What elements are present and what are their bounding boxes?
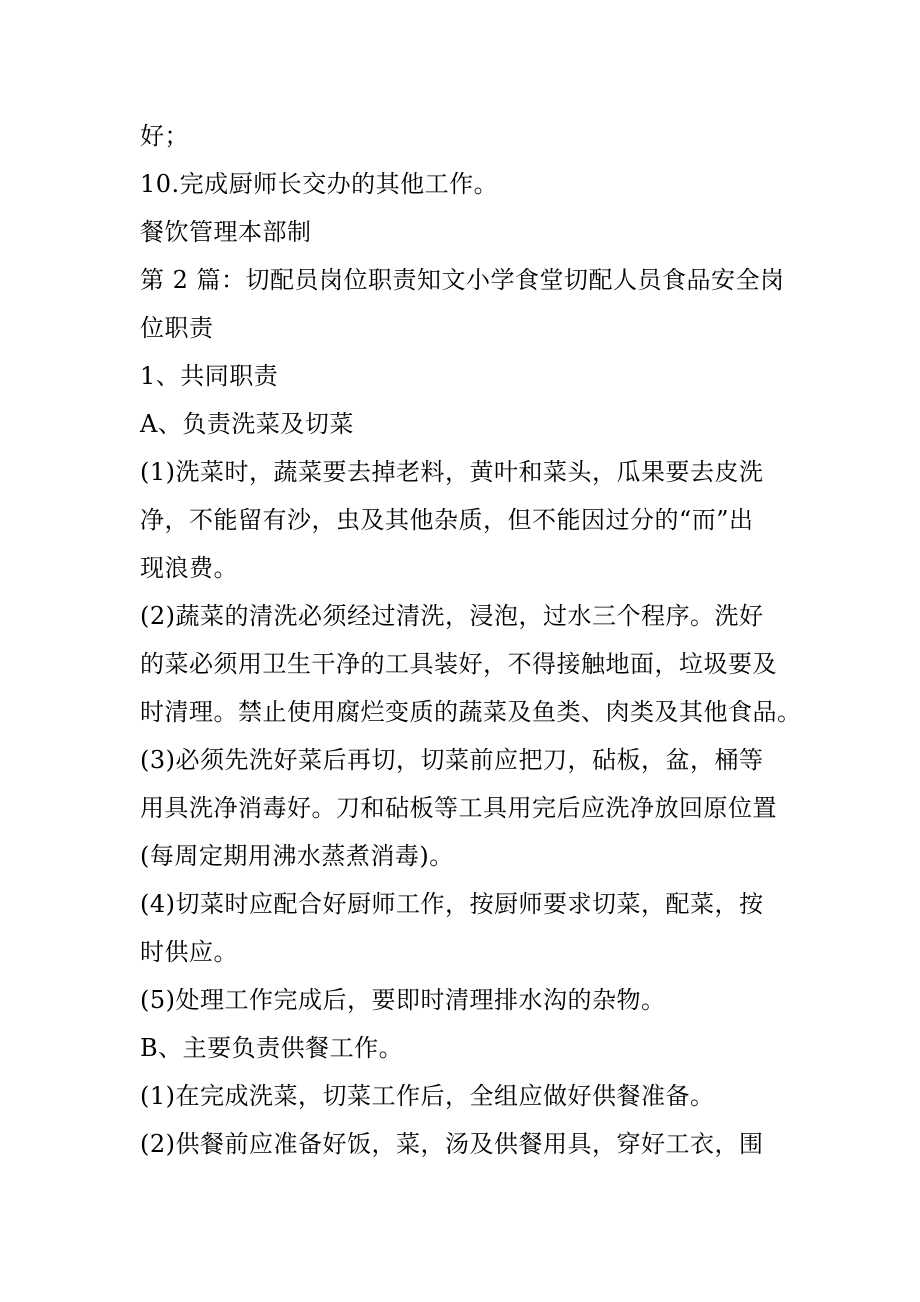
paragraph-line: 时供应。 — [140, 938, 238, 966]
subsection-heading: 1、共同职责 — [140, 362, 279, 390]
paragraph-line: 的菜必须用卫生干净的工具装好，不得接触地面，垃圾要及 — [140, 650, 777, 678]
paragraph-line: (1)洗菜时，蔬菜要去掉老料，黄叶和菜头，瓜果要去皮洗 — [140, 458, 764, 486]
paragraph-line: (5)处理工作完成后，要即时清理排水沟的杂物。 — [140, 986, 666, 1014]
paragraph-line: 时清理。禁止使用腐烂变质的蔬菜及鱼类、肉类及其他食品。 — [140, 698, 802, 726]
text-line: 好； — [140, 122, 189, 150]
paragraph-line: 净，不能留有沙，虫及其他杂质，但不能因过分的“而”出 — [140, 506, 754, 534]
paragraph-line: (2)供餐前应准备好饭，菜，汤及供餐用具，穿好工衣，围 — [140, 1130, 764, 1158]
paragraph-line: 现浪费。 — [140, 554, 238, 582]
paragraph-line: (3)必须先洗好菜后再切，切菜前应把刀，砧板，盆，桶等 — [140, 746, 764, 774]
paragraph-line: 用具洗净消毒好。刀和砧板等工具用完后应洗净放回原位置 — [140, 794, 777, 822]
paragraph-line: (1)在完成洗菜，切菜工作后，全组应做好供餐准备。 — [140, 1082, 715, 1110]
list-item-10: 10.完成厨师长交办的其他工作。 — [140, 170, 499, 198]
section-heading-continued: 位职责 — [140, 314, 214, 342]
paragraph-line: (每周定期用沸水蒸煮消毒)。 — [140, 842, 454, 870]
subsection-heading-a: A、负责洗菜及切菜 — [140, 410, 354, 438]
section-heading: 第 2 篇：切配员岗位职责知文小学食堂切配人员食品安全岗 — [140, 266, 785, 294]
paragraph-line: (4)切菜时应配合好厨师工作，按厨师要求切菜，配菜，按 — [140, 890, 764, 918]
subsection-heading-b: B、主要负责供餐工作。 — [140, 1034, 404, 1062]
text-line: 餐饮管理本部制 — [140, 218, 312, 246]
paragraph-line: (2)蔬菜的清洗必须经过清洗，浸泡，过水三个程序。洗好 — [140, 602, 764, 630]
document-body — [140, 112, 802, 1168]
